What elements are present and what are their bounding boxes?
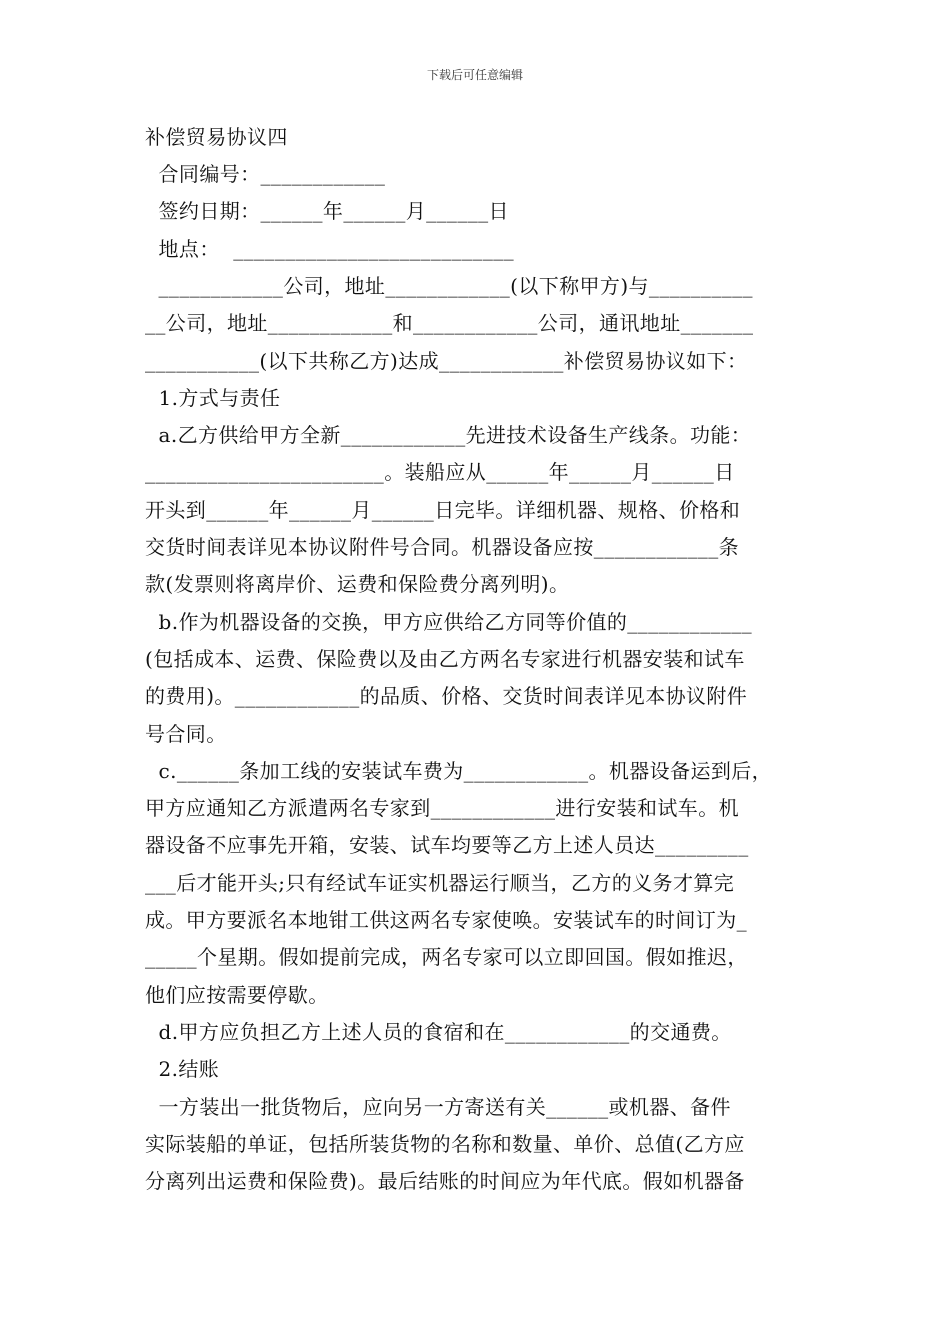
document-line: c.______条加工线的安装试车费为____________。机器设备运到后，	[145, 758, 773, 783]
document-line: 甲方应通知乙方派遣两名专家到____________进行安装和试车。机	[145, 796, 739, 821]
document-line: 交货时间表详见本协议附件号合同。机器设备应按____________条	[145, 535, 739, 559]
document-line: d.甲方应负担乙方上述人员的食宿和在____________的交通费。	[145, 1019, 732, 1044]
document-line: ___________(以下共称乙方)达成____________补偿贸易协议如下：	[145, 348, 748, 373]
document-line: (包括成本、运费、保险费以及由乙方两名专家进行机器安装和试车	[145, 646, 745, 671]
document-line: 号合同。	[145, 721, 227, 746]
document-line: ___后才能开头;只有经试车证实机器运行顺当，乙方的义务才算完	[145, 870, 735, 895]
document-line: 实际装船的单证，包括所装货物的名称和数量、单价、总值(乙方应	[145, 1131, 745, 1156]
document-line: 他们应按需要停歇。	[145, 982, 329, 1007]
document-line: __公司，地址____________和____________公司，通讯地址_______	[145, 311, 754, 336]
document-line: 地点： ___________________________	[145, 236, 515, 261]
document-line: 1.方式与责任	[145, 385, 281, 410]
document-line: _______________________。装船应从______年______月______日	[145, 460, 735, 485]
document-title: 补偿贸易协议四	[145, 125, 288, 149]
document-line: 器设备不应事先开箱，安装、试车均要等乙方上述人员达_________	[145, 833, 749, 858]
document-line: 的费用)。____________的品质、价格、交货时间表详见本协议附件	[145, 684, 748, 709]
document-line: 2.结账	[145, 1057, 220, 1082]
page-header: 下载后可任意编辑	[426, 68, 523, 82]
document-line: 合同编号：____________	[145, 162, 386, 186]
document-line: ____________公司，地址____________(以下称甲方)与__________	[145, 273, 753, 298]
document-line: 签约日期：______年______月______日	[145, 199, 509, 224]
document-line: 分离列出运费和保险费)。最后结账的时间应为年代底。假如机器备	[145, 1169, 745, 1194]
document-line: 款(发票则将离岸价、运费和保险费分离列明)。	[145, 572, 570, 597]
document-line: 成。甲方要派名本地钳工供这两名专家使唤。安装试车的时间订为_	[145, 908, 747, 932]
document-line: 开头到______年______月______日完毕。详细机器、规格、价格和	[145, 497, 741, 522]
document-line: 一方装出一批货物后，应向另一方寄送有关______或机器、备件	[145, 1094, 731, 1119]
document-line: b.作为机器设备的交换，甲方应供给乙方同等价值的____________	[145, 609, 753, 634]
document-line: a.乙方供给甲方全新____________先进技术设备生产线条。功能：	[145, 423, 752, 448]
document-line: _____个星期。假如提前完成，两名专家可以立即回国。假如推迟，	[145, 945, 748, 970]
